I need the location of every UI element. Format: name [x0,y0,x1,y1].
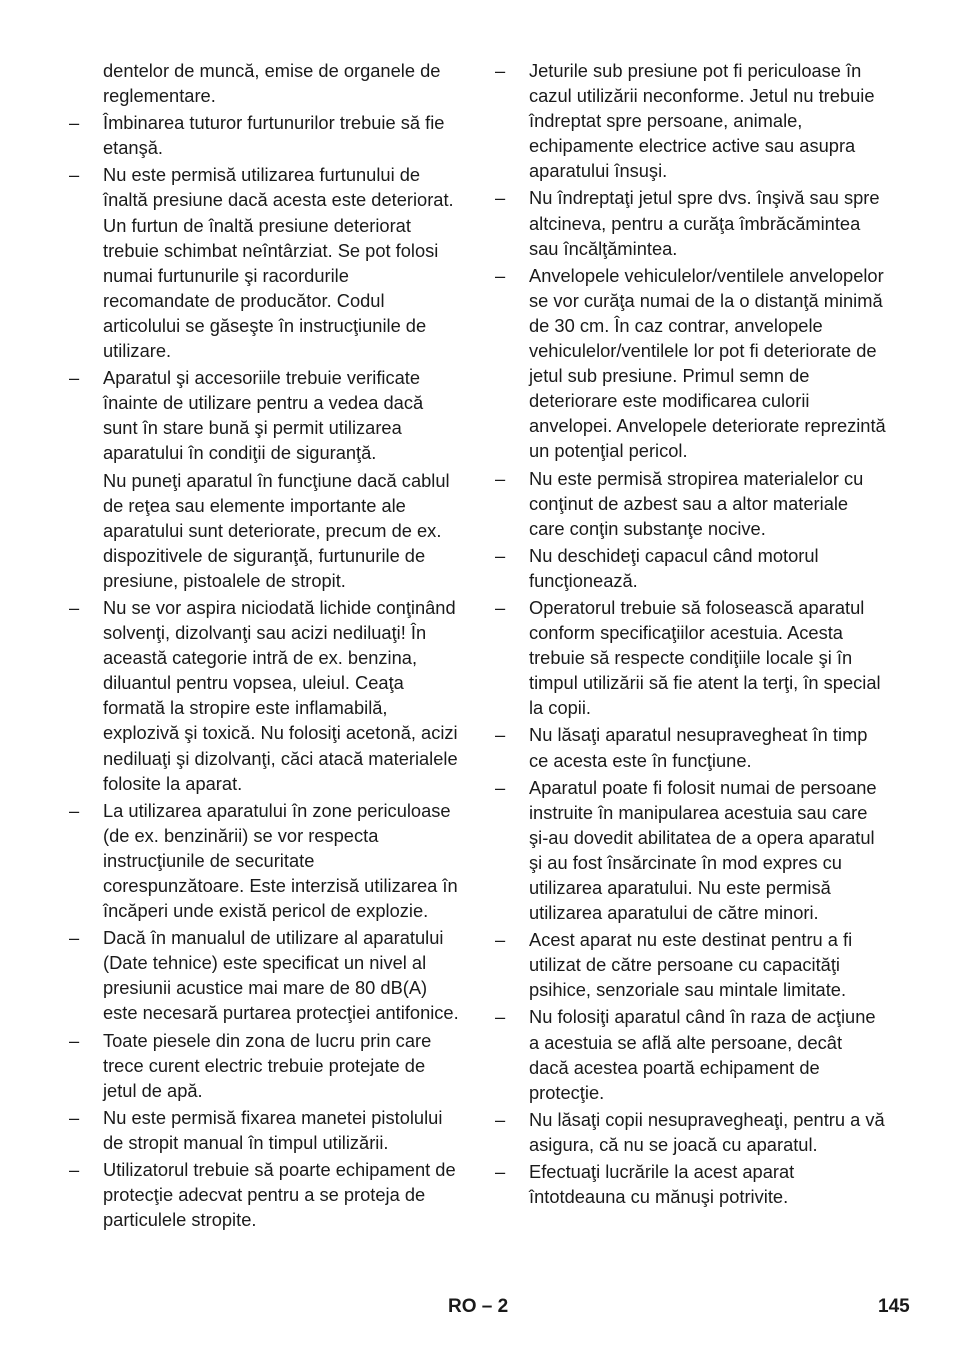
paragraph-text: Nu lăsaţi aparatul nesupravegheat în timp ce acesta este în funcţiune. [529,724,868,771]
paragraph-text: Nu este permisă stropirea materialelor cu conţinut de azbest sau a altor materiale care conţin substanţe nocive. [529,467,864,539]
paragraph-text: Nu lăsaţi copii nesupravegheaţi, pentru a vă asigura, că nu se joacă cu aparatul. [529,1108,885,1155]
bullet-dash: – [495,1006,506,1028]
list-item [492,185,886,260]
paragraph-text: dentelor de muncă, emise de organele de reglementare. [103,60,441,107]
paragraph-text: Nu folosiţi aparatul când în raza de acţiune a acestuia se află alte persoane, decât dacă acestea poartă echipament de protecţie. [529,1006,876,1103]
bullet-dash: – [69,596,80,618]
list-item [492,263,886,464]
footer-section-label: RO – 2 [448,1296,509,1317]
list-item [66,1157,460,1232]
bullet-dash: – [495,724,506,746]
list-item [492,927,886,1002]
paragraph-text: Nu îndreptaţi jetul spre dvs. înşivă sau spre altcineva, pentru a curăţa îmbrăcămintea sau încălţămintea. [529,187,880,259]
bullet-dash: – [495,1108,506,1130]
bullet-dash: – [69,1106,80,1128]
list-item [66,1028,460,1103]
page-number: 145 [878,1296,910,1317]
list-item [66,1105,460,1155]
paragraph-text: Nu este permisă fixarea manetei pistolului de stropit manual în timpul utilizării. [103,1106,443,1153]
list-item [492,775,886,926]
paragraph-text: Anvelopele vehiculelor/ventilele anvelopelor se vor curăţa numai de la o distanţă minimă de 30 cm. În caz contrar, anvelopele vehiculelor/ventilele lor pot fi deteriorate de jetul sub presiune. Primul semn de deteriorare este modificarea culorii anvelopei. Anvelopele deteriorate reprezintă un potenţial pericol. [529,264,886,462]
bullet-dash: – [69,927,80,949]
list-item [66,595,460,796]
bullet-dash: – [495,264,506,286]
bullet-dash: – [69,1029,80,1051]
bullet-dash: – [69,367,80,389]
list-item [66,925,460,1025]
list-item [66,365,460,593]
bullet-dash: – [69,799,80,821]
paragraph-text: Dacă în manualul de utilizare al aparatului (Date tehnice) este specificat un nivel al presiunii acustice mai mare de 80 dB(A) este necesară purtarea protecţiei antifonice. [103,927,459,1024]
paragraph-text: Nu este permisă utilizarea furtunului de înaltă presiune dacă acesta este deteriorat. Un furtun de înaltă presiune deteriorat trebuie schimbat neîntârziat. Se pot folosi numai furtunurile şi racordurile recomandate de producător. Codul articolului se găseşte în instrucţiunile de utilizare. [103,164,454,362]
list-item [492,722,886,772]
paragraph-text: Nu puneţi aparatul în funcţiune dacă cablul de reţea sau elemente importante ale aparatului sunt deteriorate, precum de ex. dispozitivele de siguranţă, furtunurile de presiune, pistoalele de stropit. [103,469,450,591]
bullet-dash: – [69,1159,80,1181]
list-item [492,595,886,720]
list-item [66,798,460,923]
bullet-dash: – [69,164,80,186]
paragraph-text: Îmbinarea tuturor furtunurilor trebuie să fie etanşă. [103,112,445,159]
paragraph-text: Nu deschideţi capacul când motorul funcţionează. [529,544,819,591]
bullet-dash: – [495,1161,506,1183]
paragraph-text: Operatorul trebuie să folosească aparatul conform specificaţiilor acestuia. Acesta trebuie să respecte condiţiile locale şi în timpul utilizării să fie atent la terţi, în special la copii. [529,596,881,719]
paragraph-text: Efectuaţi lucrările la acest aparat întotdeauna cu mănuşi potrivite. [529,1161,795,1208]
paragraph-text: Jeturile sub presiune pot fi periculoase în cazul utilizării neconforme. Jetul nu trebuie îndreptat spre persoane, animale, echipamente electrice active sau asupra aparatului însuşi. [529,60,875,182]
list-item [66,58,460,108]
bullet-dash: – [69,112,80,134]
paragraph-text: Nu se vor aspira niciodată lichide conţinând solvenţi, dizolvanţi sau acizi nediluaţi! În această categorie intră de ex. benzina, diluantul pentru vopsea, uleiul. Ceaţa formată la stropire este inflamabilă, explozivă şi toxică. Nu folosiţi acetonă, acizi nediluaţi şi dizolvanţi, căci atacă materialele folosite la aparat. [103,596,458,794]
bullet-dash: – [495,596,506,618]
list-item [492,466,886,541]
paragraph-text: Utilizatorul trebuie să poarte echipament de protecţie adecvat pentru a se proteja de particulele stropite. [103,1159,456,1231]
paragraph-text: La utilizarea aparatului în zone periculoase (de ex. benzinării) se vor respecta instrucţiunile de securitate corespunzătoare. Este interzisă utilizarea în încăperi unde există pericol de explozie. [103,799,458,922]
paragraph-text: Toate piesele din zona de lucru prin care trece curent electric trebuie protejate de jetul de apă. [103,1029,432,1101]
paragraph-text: Aparatul poate fi folosit numai de persoane instruite în manipularea acestuia sau care şi-au dovedit abilitatea de a opera aparatul şi au fost însărcinate în mod expres cu utilizarea aparatului. Nu este permisă utilizarea aparatului de către minori. [529,776,877,924]
bullet-dash: – [495,187,506,209]
list-item [492,543,886,593]
bullet-dash: – [495,467,506,489]
paragraph-text: Aparatul şi accesoriile trebuie verificate înainte de utilizare pentru a vedea dacă sunt în stare bună şi permit utilizarea aparatului în condiţii de siguranţă. [103,367,424,464]
bullet-dash: – [495,544,506,566]
list-item [492,1159,886,1209]
left-text-column [66,58,460,1234]
list-item [66,162,460,363]
list-item [492,58,886,183]
bullet-dash: – [495,776,506,798]
bullet-dash: – [495,929,506,951]
list-item [492,1107,886,1157]
right-text-column [492,58,886,1211]
bullet-dash: – [495,60,506,81]
paragraph-text: Acest aparat nu este destinat pentru a fi utilizat de către persoane cu capacităţi psihice, senzoriale sau mintale limitate. [529,929,853,1001]
list-item [492,1004,886,1104]
list-item [66,110,460,160]
